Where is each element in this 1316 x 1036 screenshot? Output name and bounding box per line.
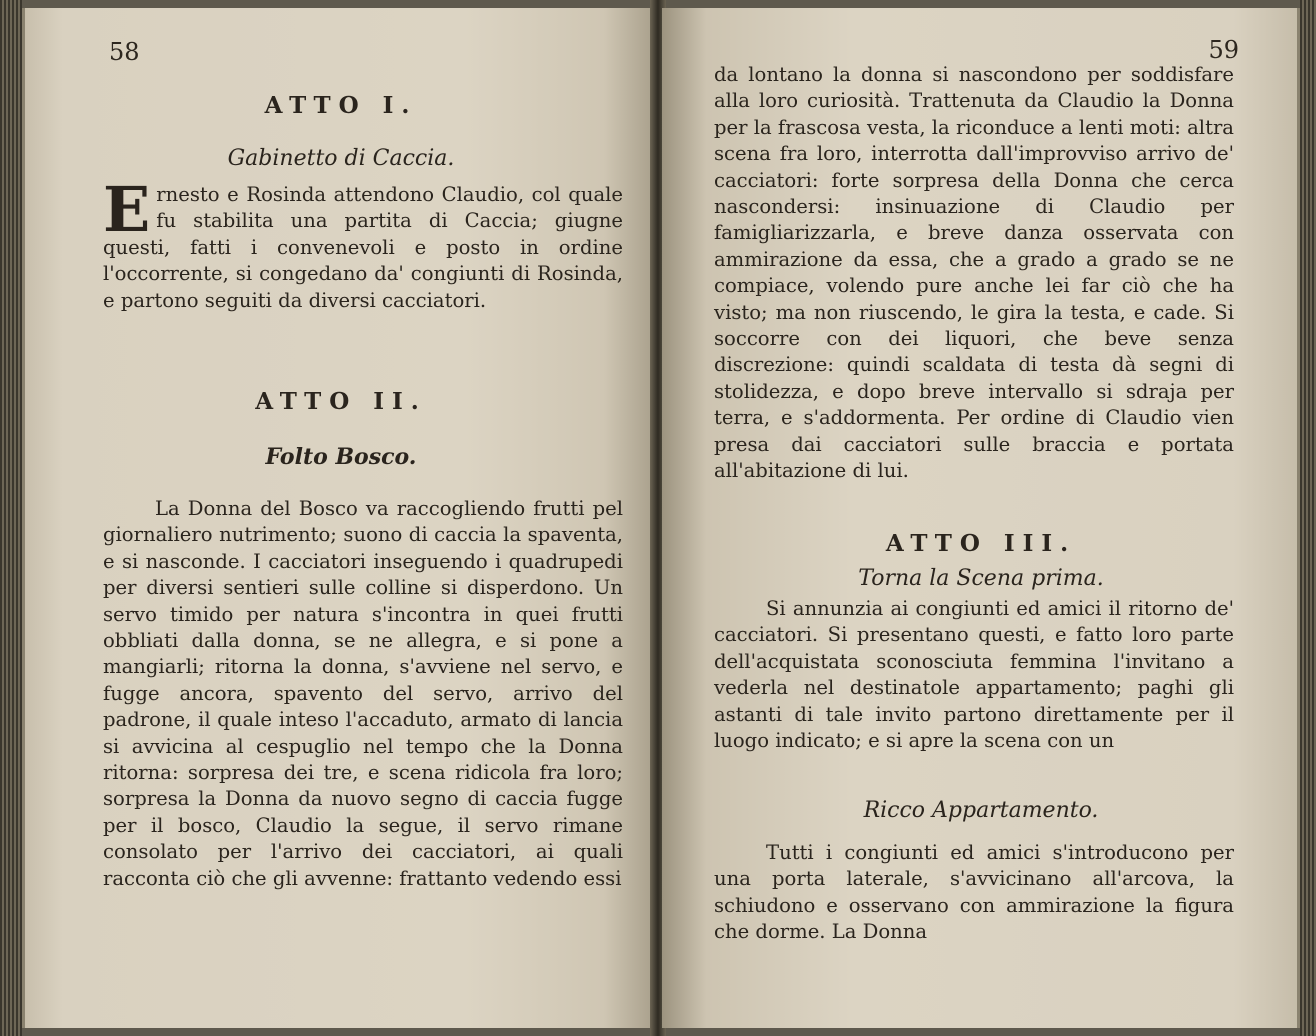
continuation-paragraph: da lontano la donna si nascondono per soddisfare alla loro curiosità. Trattenuta da Claudio la Donna per la frascosa vesta, la riconduce a lenti moti: altra scena fra loro, interrotta dall'improvviso arrivo de' cacciatori: forte sorpresa della Donna che cerca nascondersi: insinuazione di Claudio per famigliarizzarla, e breve danza osservata con ammirazione da essa, che a grado a grado se ne compiace, volendo pure anche lei far ciò che ha visto; ma non riuscendo, le gira la testa, e cade. Si soccorre con dei liquori, che beve senza discrezione: quindi scaldata di testa dà segni di stolidezza, e dopo breve intervallo si sdraja per terra, e s'addormenta. Per ordine di Claudio vien presa dai cacciatori sulle braccia e portata all'abitazione di lui.: [714, 63, 1234, 483]
act3-heading: ATTO III.: [885, 530, 1077, 557]
act3-paragraph-2: Tutti i congiunti ed amici s'introducono per una porta laterale, s'avvicinano all'arcova, la schiudono e osservano con ammirazione la figura che dorme. La Donna: [714, 841, 1234, 944]
act1-heading: ATTO I.: [264, 92, 418, 119]
act1-scene-title: Gabinetto di Caccia.: [227, 146, 455, 171]
act1-paragraph: [103, 173, 623, 314]
act3-scene2-title: Ricco Appartamento.: [863, 798, 1099, 823]
right-page: [662, 8, 1300, 1028]
left-page-number: 58: [109, 38, 140, 66]
act1-text: rnesto e Rosinda attendono Claudio, col quale fu stabilita una partita di Caccia; giugne questi, fatti i convenevoli e posto in ordine l'occorrente, si congedano da' congiunti di Rosinda, e partono seguiti da diversi cacciatori.: [103, 183, 623, 312]
act2-heading: ATTO II.: [255, 388, 427, 415]
act3-scene-title: Torna la Scena prima.: [858, 566, 1104, 591]
act2-paragraph: La Donna del Bosco va raccogliendo frutti pel giornaliero nutrimento; suono di caccia la spaventa, e si nasconde. I cacciatori inseguendo i quadrupedi per diversi sentieri sulle colline si disperdono. Un servo timido per natura s'incontra in quei frutti obbliati dalla donna, se ne allegra, e si pone a mangiarli; ritorna la donna, s'avviene nel servo, e fugge ancora, spavento del servo, arrivo del padrone, il quale inteso l'accaduto, armato di lancia si avvicina al cespuglio nel tempo che la Donna ritorna: sorpresa dei tre, e scena ridicola fra loro; sorpresa la Donna da nuovo segno di caccia fugge per il bosco, Claudio la segue, il servo rimane consolato per l'arrivo dei cacciatori, ai quali racconta ciò che gli avvenne: frattanto vedendo essi: [103, 497, 623, 890]
left-page-stack-edge: [0, 0, 22, 1036]
act3-paragraph: Si annunzia ai congiunti ed amici il ritorno de' cacciatori. Si presentano questi, e fatto loro parte dell'acquistata sconosciuta femmina l'invitano a vederla nel destinatole appartamento; paghi gli astanti di tale invito partono direttamente per il luogo indicato; e si apre la scena con un: [714, 597, 1234, 753]
left-page: [22, 8, 654, 1028]
right-page-stack-edge: [1300, 0, 1316, 1036]
act2-scene-title: Folto Bosco.: [265, 444, 417, 470]
drop-cap: E: [103, 173, 151, 246]
right-page-number: 59: [1208, 36, 1239, 64]
